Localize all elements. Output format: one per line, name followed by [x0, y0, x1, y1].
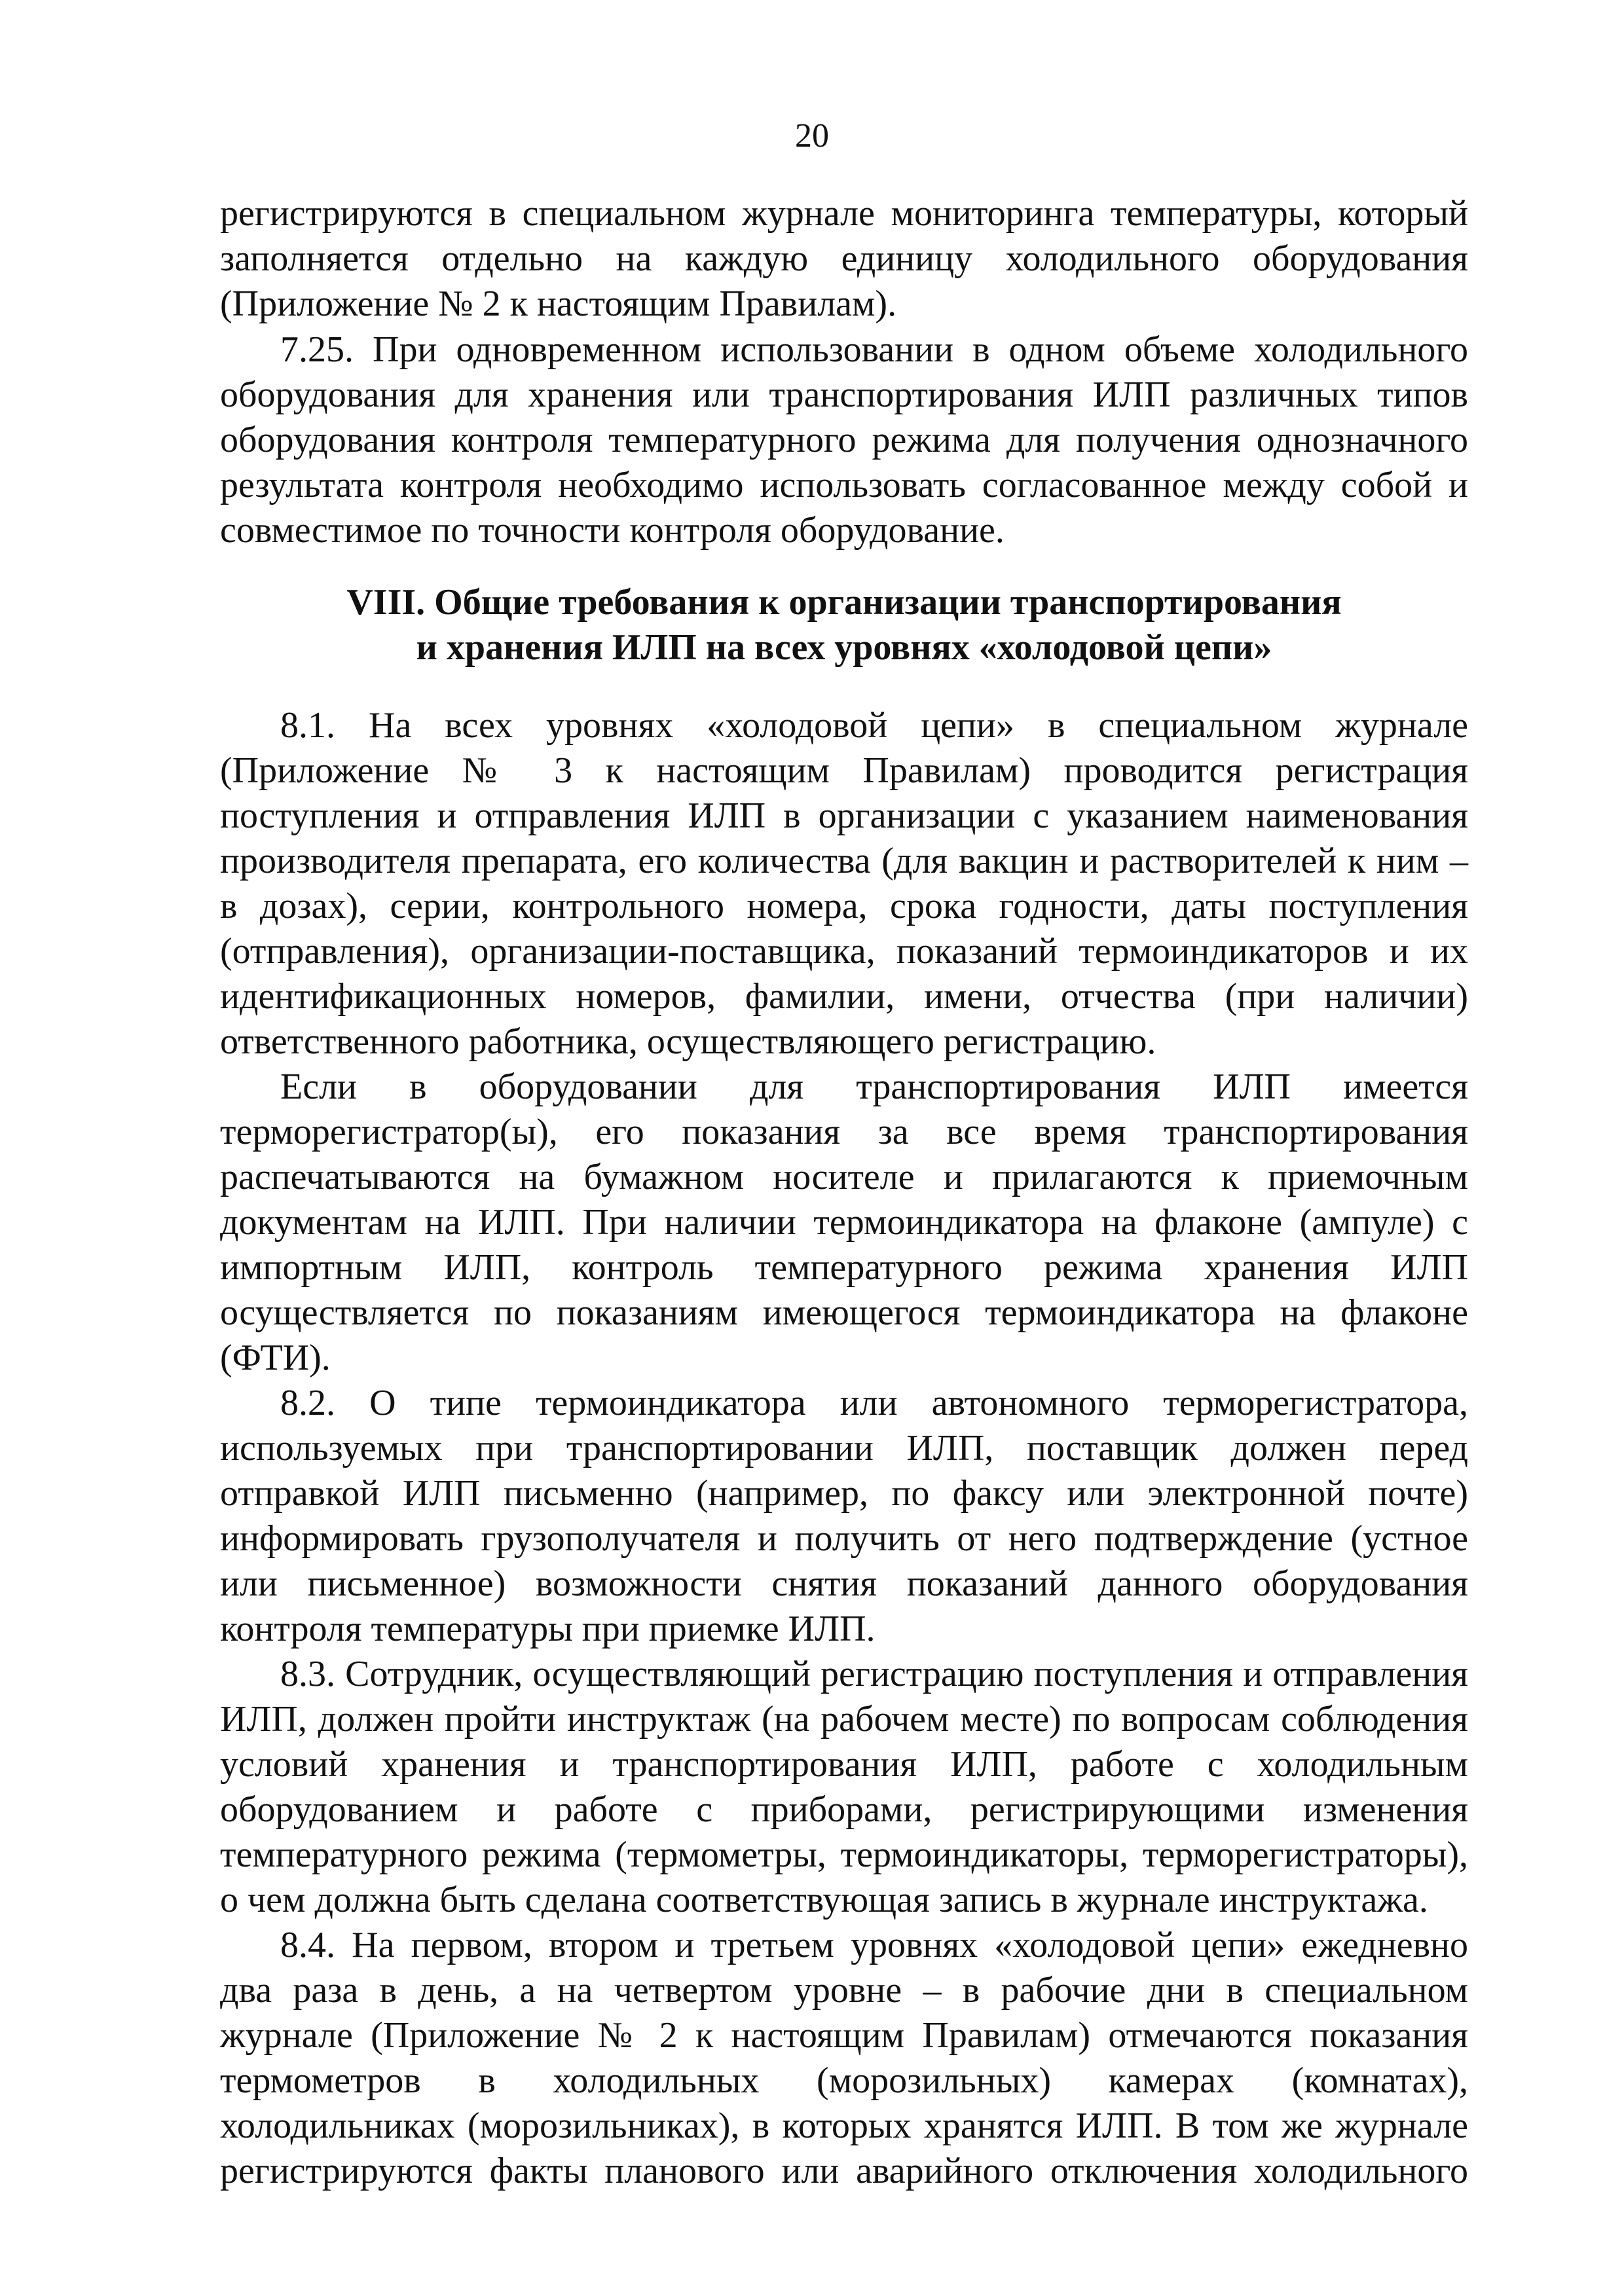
text-line: о чем должна быть сделана соответствующая запись в журнале инструктажа. — [220, 1880, 1428, 1920]
text-line: термометров в холодильных (морозильных) камерах (комнатах), — [220, 2060, 1468, 2101]
text-line: документам на ИЛП. При наличии термоиндикатора на флаконе (ампуле) с — [220, 1202, 1468, 1243]
text-line: импортным ИЛП, контроль температурного режима хранения ИЛП — [220, 1247, 1468, 1288]
text-line: терморегистратор(ы), его показания за все время транспортирования — [220, 1112, 1468, 1152]
paragraph-8-1-continued — [220, 1065, 1468, 1381]
text-line: идентификационных номеров, фамилии, имени, отчества (при наличии) — [220, 976, 1468, 1017]
text-line: результата контроля необходимо использовать согласованное между собой и — [220, 465, 1468, 505]
text-line: контроля температуры при приемке ИЛП. — [220, 1609, 876, 1649]
text-line: регистрируются в специальном журнале мониторинга температуры, который — [220, 193, 1468, 234]
text-line: два раза в день, а на четвертом уровне – в рабочие дни в специальном — [220, 1970, 1468, 2011]
text-line: (отправления), организации-поставщика, показаний термоиндикаторов и их — [220, 931, 1468, 972]
text-line: условий хранения и транспортирования ИЛП, работе с холодильным — [220, 1744, 1468, 1785]
text-line: оборудования для хранения или транспортирования ИЛП различных типов — [220, 374, 1468, 415]
text-line: температурного режима (термометры, термоиндикаторы, терморегистраторы), — [220, 1834, 1468, 1875]
text-line: (Приложение № 3 к настоящим Правилам) проводится регистрация — [220, 750, 1468, 791]
text-line: (Приложение № 2 к настоящим Правилам). — [220, 283, 897, 324]
text-line: (ФТИ). — [220, 1338, 331, 1378]
text-line: заполняется отдельно на каждую единицу холодильного оборудования — [220, 238, 1468, 279]
section-heading — [220, 580, 1468, 670]
text-line: оборудования контроля температурного режима для получения однозначного — [220, 420, 1468, 460]
text-line: Если в оборудовании для транспортирования ИЛП имеется — [280, 1066, 1468, 1107]
text-line: холодильниках (морозильниках), в которых хранятся ИЛП. В том же журнале — [220, 2105, 1468, 2146]
text-line: распечатываются на бумажном носителе и прилагаются к приемочным — [220, 1157, 1468, 1197]
text-line: информировать грузополучателя и получить от него подтверждение (устное — [220, 1518, 1468, 1559]
text-line: 8.3. Сотрудник, осуществляющий регистрацию поступления и отправления — [280, 1654, 1468, 1694]
text-line: в дозах), серии, контрольного номера, срока годности, даты поступления — [220, 886, 1468, 926]
text-line: производителя препарата, его количества (для вакцин и растворителей к ним – — [220, 841, 1468, 881]
text-line: регистрируются факты планового или аварийного отключения холодильного — [220, 2151, 1468, 2191]
text-line: осуществляется по показаниям имеющегося термоиндикатора на флаконе — [220, 1292, 1468, 1333]
text-line: отправкой ИЛП письменно (например, по факсу или электронной почте) — [220, 1473, 1468, 1514]
text-line: ответственного работника, осуществляющего регистрацию. — [220, 1021, 1156, 1062]
paragraph-8-2 — [220, 1381, 1468, 1652]
text-line: ИЛП, должен пройти инструктаж (на рабочем месте) по вопросам соблюдения — [220, 1699, 1468, 1740]
text-line: поступления и отправления ИЛП в организации с указанием наименования — [220, 795, 1468, 836]
paragraph-7-25 — [220, 327, 1468, 553]
page-number: 20 — [795, 117, 829, 155]
text-line: 8.4. На первом, втором и третьем уровнях «холодовой цепи» ежедневно — [280, 1925, 1468, 1965]
text-line: 8.2. О типе термоиндикатора или автономного терморегистратора, — [280, 1383, 1468, 1423]
text-line: журнале (Приложение № 2 к настоящим Правилам) отмечаются показания — [220, 2015, 1468, 2056]
paragraph-8-4 — [220, 1923, 1468, 2194]
paragraph-7-24-continuation — [220, 191, 1468, 327]
text-line: 7.25. При одновременном использовании в одном объеме холодильного — [280, 329, 1468, 370]
heading-line: и хранения ИЛП на всех уровнях «холодовой цепи» — [416, 627, 1272, 668]
text-line: используемых при транспортировании ИЛП, поставщик должен перед — [220, 1428, 1468, 1468]
paragraph-8-3 — [220, 1652, 1468, 1923]
paragraph-8-1 — [220, 703, 1468, 1065]
text-line: оборудованием и работе с приборами, регистрирующими изменения — [220, 1789, 1468, 1830]
heading-line: VIII. Общие требования к организации транспортирования — [346, 582, 1342, 623]
text-line: 8.1. На всех уровнях «холодовой цепи» в специальном журнале — [280, 705, 1468, 746]
text-line: или письменное) возможности снятия показаний данного оборудования — [220, 1563, 1468, 1604]
text-line: совместимое по точности контроля оборудование. — [220, 510, 1005, 551]
